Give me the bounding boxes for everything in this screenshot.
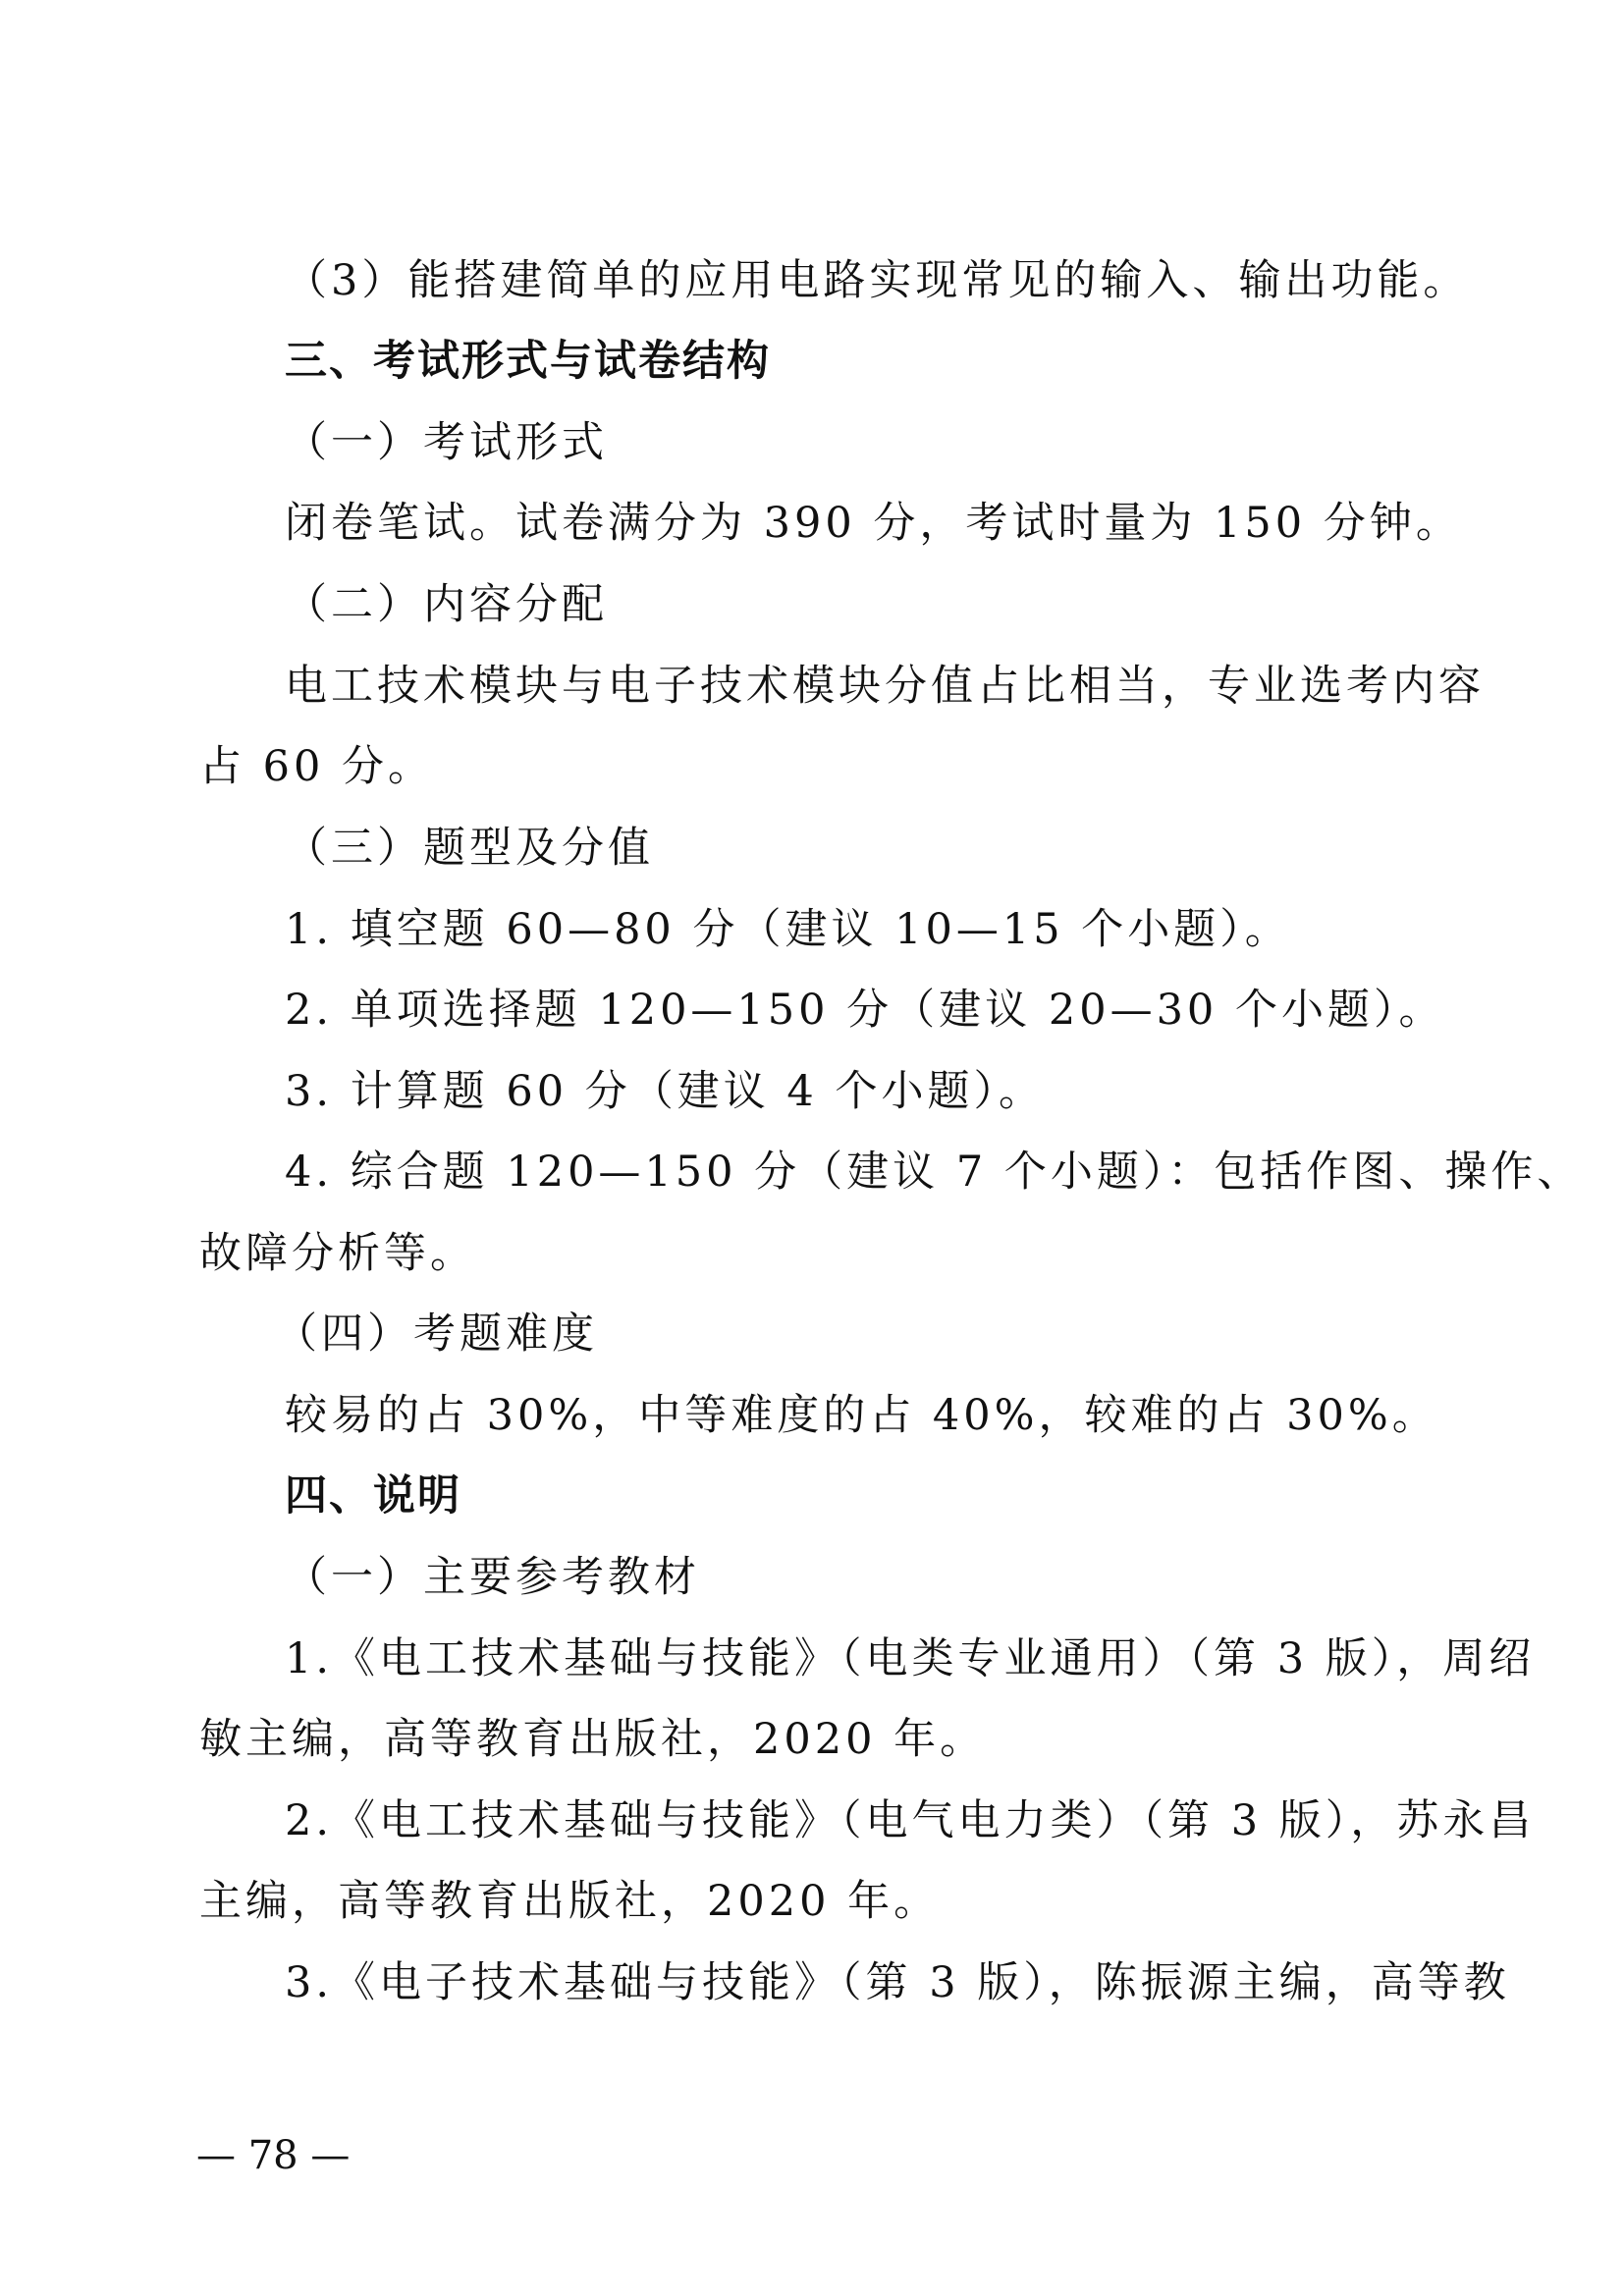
subheading-question-types: （三）题型及分值 [285,824,654,873]
reference-item-3-line1: 3.《电子技术基础与技能》（第 3 版），陈振源主编，高等教 [285,1958,1510,2007]
paragraph-difficulty: 较易的占 30%，中等难度的占 40%，较难的占 30%。 [285,1391,1438,1440]
subheading-content-distribution: （二）内容分配 [285,580,608,629]
section-heading-exam-format: 三、考试形式与试卷结构 [285,337,771,386]
paragraph-content-distribution-line1: 电工技术模块与电子技术模块分值占比相当，专业选考内容 [285,662,1485,711]
list-item-comprehensive-line2: 故障分析等。 [199,1229,476,1278]
subheading-difficulty: （四）考题难度 [275,1309,598,1359]
page-number: — 78 — [196,2133,351,2178]
paragraph-content-distribution-line2: 占 60 分。 [199,742,435,791]
paragraph-exam-form: 闭卷笔试。试卷满分为 390 分，考试时量为 150 分钟。 [285,499,1462,548]
reference-item-1-line2: 敏主编，高等教育出版社，2020 年。 [199,1715,987,1764]
list-item-comprehensive-line1: 4. 综合题 120—150 分（建议 7 个小题）：包括作图、操作、 [285,1148,1584,1197]
list-item-single-choice: 2. 单项选择题 120—150 分（建议 20—30 个小题）。 [285,986,1445,1035]
list-item-calculation: 3. 计算题 60 分（建议 4 个小题）。 [285,1067,1045,1116]
subheading-reference-textbooks: （一）主要参考教材 [285,1553,700,1602]
subheading-exam-form: （一）考试形式 [285,418,608,467]
list-item-fill-blank: 1. 填空题 60—80 分（建议 10—15 个小题）。 [285,905,1291,954]
section-heading-notes: 四、说明 [285,1471,461,1521]
reference-item-2-line1: 2.《电工技术基础与技能》（电气电力类）（第 3 版），苏永昌 [285,1796,1536,1845]
reference-item-1-line1: 1.《电工技术基础与技能》（电类专业通用）（第 3 版），周绍 [285,1634,1536,1683]
reference-item-2-line2: 主编，高等教育出版社，2020 年。 [199,1877,941,1926]
paragraph-item-3: （3）能搭建简单的应用电路实现常见的输入、输出功能。 [285,256,1470,305]
